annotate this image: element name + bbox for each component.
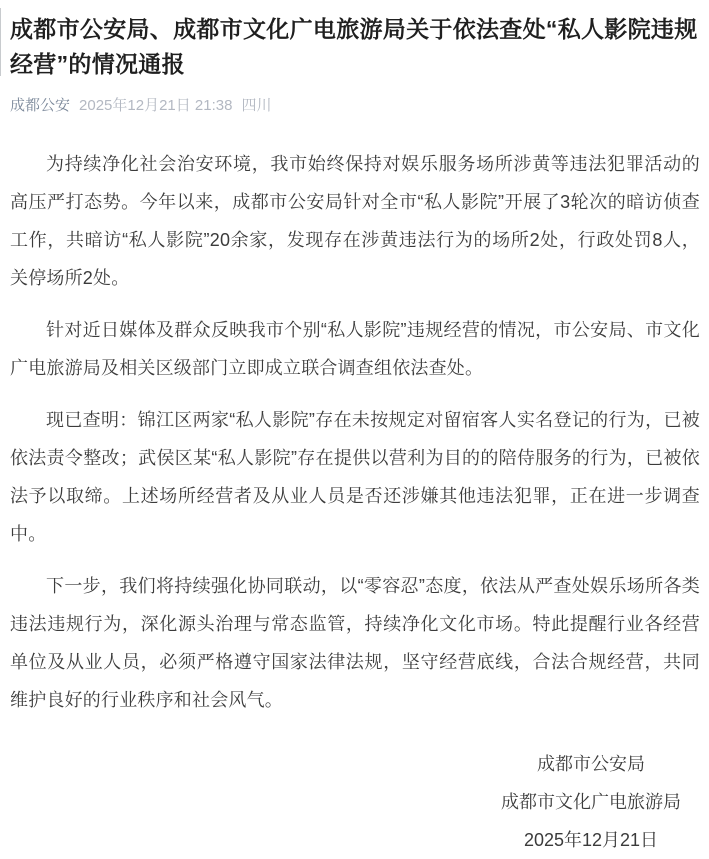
signature-date: 2025年12月21日 [523, 830, 659, 850]
article-body [10, 145, 700, 719]
screen-edge-artifact [0, 8, 1, 76]
source-author-link[interactable]: 成都公安 [10, 97, 71, 114]
publish-location: 四川 [241, 97, 272, 114]
paragraph: 现已查明：锦江区两家“私人影院”存在未按规定对留宿客人实名登记的行为，已被依法责令整改；武侯区某“私人影院”存在提供以营利为目的的陪侍服务的行为，已被依法予以取缔。上述场所经营者及从业人员是否还涉嫌其他违法犯罪，正在进一步调查中。 [10, 410, 700, 544]
paragraph: 针对近日媒体及群众反映我市个别“私人影院”违规经营的情况，市公安局、市文化广电旅游局及相关区级部门立即成立联合调查组依法查处。 [10, 320, 700, 378]
paragraph: 下一步，我们将持续强化协同联动，以“零容忍”态度，依法从严查处娱乐场所各类违法违规行为，深化源头治理与常态监管，持续净化文化市场。特此提醒行业各经营单位及从业人员，必须严格遵守国家法律法规，坚守经营底线，合法合规经营，共同维护良好的行业秩序和社会风气。 [10, 576, 700, 710]
paragraph: 为持续净化社会治安环境，我市始终保持对娱乐服务场所涉黄等违法犯罪活动的高压严打态势。今年以来，成都市公安局针对全市“私人影院”开展了3轮次的暗访侦查工作，共暗访“私人影院”20余家，发现存在涉黄违法行为的场所2处，行政处罚8人，关停场所2处。 [10, 154, 700, 288]
signature-agency-culture-tourism: 成都市文化广电旅游局 [501, 792, 681, 812]
article-title: 成都市公安局、成都市文化广电旅游局关于依法查处“私人影院违规经营”的情况通报 [10, 16, 698, 77]
article-meta [10, 95, 700, 116]
signature-block [501, 745, 681, 859]
publish-datetime: 2025年12月21日 21:38 [79, 97, 233, 114]
signature-agency-police: 成都市公安局 [537, 754, 645, 774]
